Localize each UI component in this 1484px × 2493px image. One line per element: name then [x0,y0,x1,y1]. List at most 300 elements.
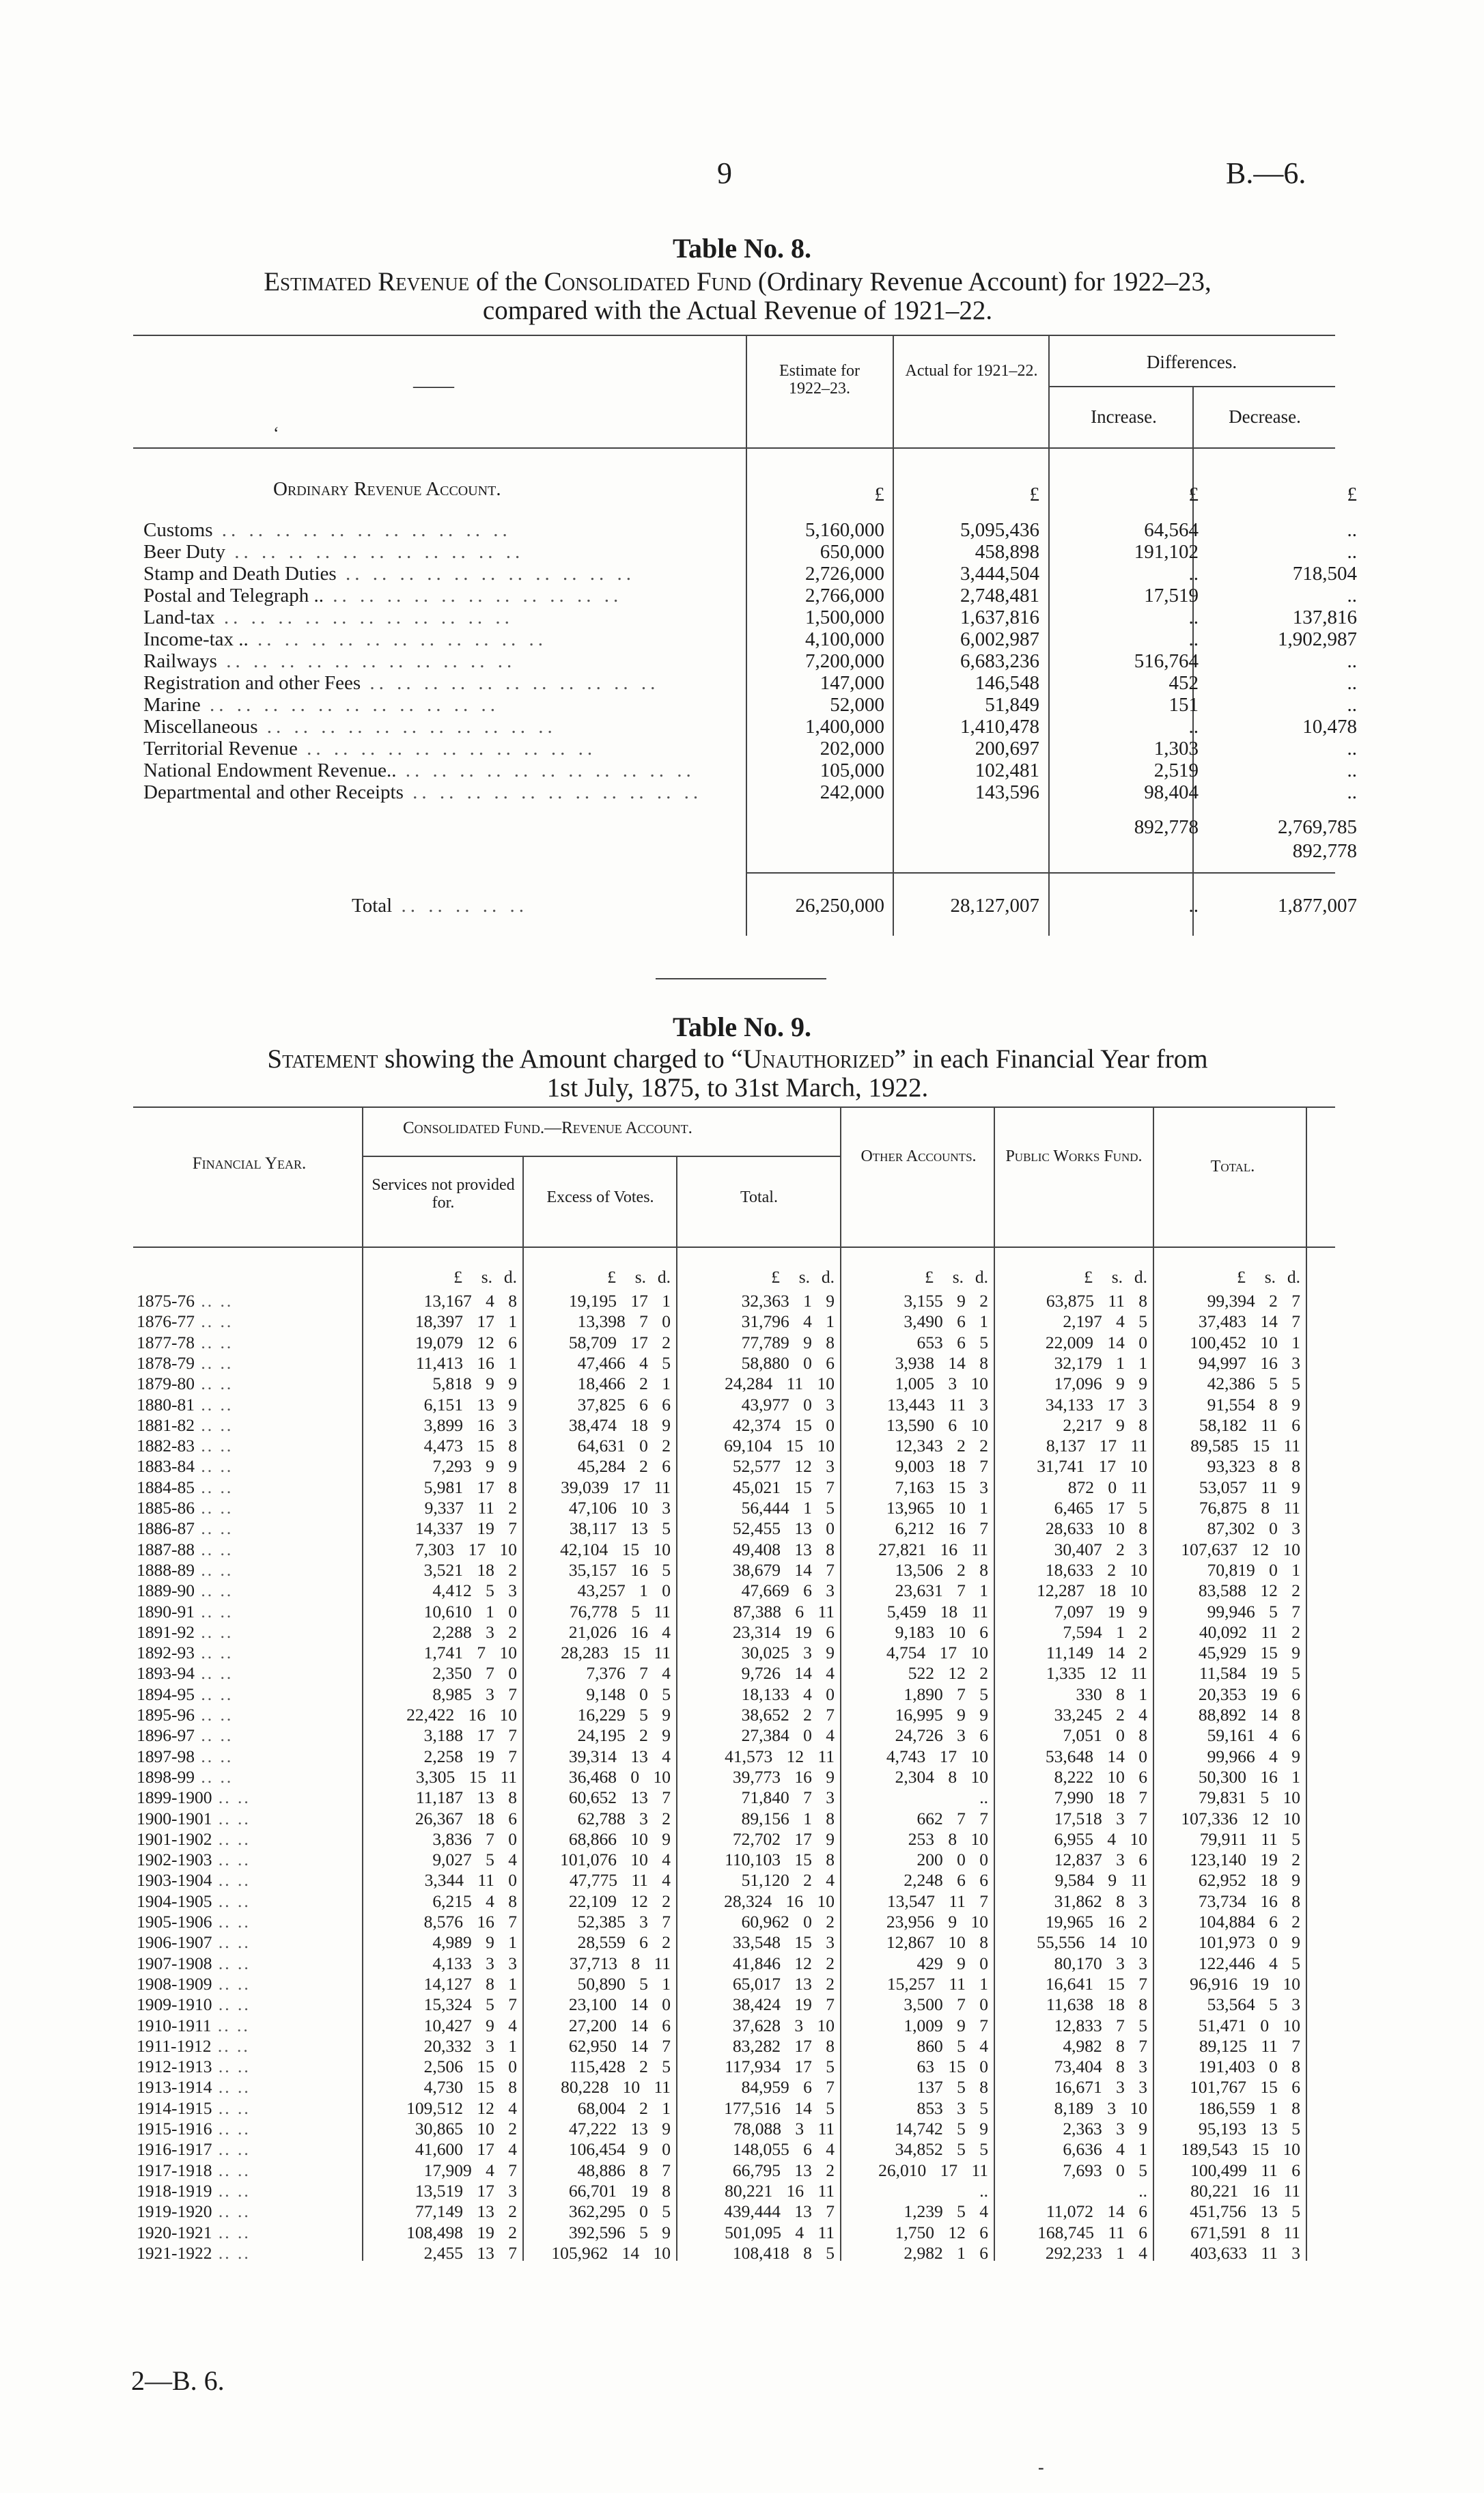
table8-head-estimate: Estimate for 1922–23. [779,362,860,398]
money-cell: 51,120 2 4 [741,1870,835,1891]
money-cell: 37,483 14 7 [1198,1311,1300,1332]
total-label: Total .. .. .. .. .. [352,895,528,917]
financial-year: 1899-1900 .. .. [137,1787,251,1808]
money-cell: 7,990 18 7 [1054,1787,1147,1808]
money-cell: 18,633 2 10 [1045,1559,1147,1580]
row-label: Stamp and Death Duties .. .. .. .. .. .. .. .. .. .. .. [143,563,635,585]
table9-row [0,1953,1484,1974]
table8-description [137,268,1339,325]
row-actual: 1,410,478 [960,716,1039,738]
unit-label: s. [634,1267,646,1287]
money-cell: 8,189 3 10 [1054,2098,1147,2118]
table9-head-pwf: Public Works Fund. [1005,1147,1143,1165]
table8-row [133,738,1357,760]
table8-head-differences: Differences. [1146,352,1237,372]
money-cell: 108,418 8 5 [732,2242,835,2263]
money-cell: 32,363 1 9 [741,1291,835,1311]
money-cell: 65,017 13 2 [732,1973,835,1994]
money-cell: 55,556 14 10 [1037,1932,1147,1953]
money-cell: 11,413 16 1 [415,1352,517,1373]
table9-head-excess: Excess of Votes. [546,1188,654,1206]
money-cell: 87,302 0 3 [1207,1518,1300,1539]
money-cell: 653 6 5 [916,1332,988,1352]
table9-row [0,1829,1484,1850]
row-actual: 458,898 [975,541,1039,563]
row-actual: 102,481 [975,760,1039,781]
money-cell: 330 8 1 [1076,1684,1147,1704]
money-cell: 68,004 2 1 [577,2098,671,2118]
money-cell: 27,821 16 11 [878,1539,988,1559]
money-cell: 7,594 1 2 [1063,1621,1147,1642]
financial-year: 1916-1917 .. .. [137,2139,251,2160]
table9-title: Table No. 9. [672,1012,811,1042]
row-decrease: .. [1347,650,1357,672]
row-estimate: 52,000 [830,694,884,716]
money-cell: 8,222 10 6 [1054,1766,1147,1787]
money-cell: 105,962 14 10 [551,2242,671,2263]
money-cell: 4,730 15 8 [423,2077,517,2098]
financial-year: 1892-93 .. .. [137,1643,234,1663]
money-cell: 9,148 0 5 [586,1684,671,1704]
money-cell: 42,104 15 10 [560,1539,671,1559]
table8-head-blank: —— [413,374,454,397]
unit-label: s. [1264,1267,1276,1287]
row-decrease: 10,478 [1302,716,1357,738]
money-cell: 392,596 5 9 [568,2222,671,2242]
money-cell: 53,564 5 3 [1207,1994,1300,2015]
table9-row [0,1353,1484,1374]
table9-row [0,1456,1484,1477]
money-cell: 10,610 1 0 [423,1601,517,1621]
money-cell: 12,343 2 2 [895,1436,988,1456]
table9-row [0,1850,1484,1870]
row-increase: .. [1188,563,1199,585]
table9-row [0,1912,1484,1932]
money-cell: 37,713 8 11 [569,1953,671,1973]
row-actual: 2,748,481 [960,585,1039,607]
money-cell: 28,633 10 8 [1045,1518,1147,1539]
money-cell: 362,295 0 5 [568,2201,671,2222]
table8-row [133,781,1357,803]
financial-year: 1917-1918 .. .. [137,2160,251,2180]
money-cell: 53,057 11 9 [1199,1477,1300,1497]
money-cell: 47,466 4 5 [577,1352,671,1373]
money-cell: 47,669 6 3 [741,1580,835,1601]
money-cell: 16,671 3 3 [1054,2077,1147,2098]
unit-label: £ [1084,1267,1093,1287]
money-cell: 18,397 17 1 [415,1311,517,1332]
money-cell: 56,444 1 5 [741,1498,835,1518]
row-actual: 6,683,236 [960,650,1039,672]
table9-row [0,2098,1484,2119]
table9-row [0,1787,1484,1808]
money-cell: 13,547 11 7 [886,1891,988,1911]
table9-row [0,1809,1484,1829]
table8-row [133,519,1357,541]
money-cell: 137 5 8 [916,2077,988,2098]
row-decrease: .. [1347,541,1357,563]
currency-symbol: £ [1029,484,1039,505]
money-cell: .. [979,1787,988,1808]
table9-row [0,2181,1484,2201]
money-cell: 108,498 19 2 [406,2222,517,2242]
row-actual: 6,002,987 [960,628,1039,650]
money-cell: 107,336 12 10 [1181,1808,1300,1828]
row-estimate: 1,500,000 [805,607,884,628]
money-cell: 30,865 10 2 [415,2119,517,2139]
table9-row [0,2016,1484,2036]
money-cell: 6,212 16 7 [895,1518,988,1539]
total-estimate: 26,250,000 [795,895,884,917]
unit-label: d. [657,1267,671,1287]
row-estimate: 5,160,000 [805,519,884,541]
table9-row [0,2057,1484,2077]
money-cell: 77,789 9 8 [741,1332,835,1352]
financial-year: 1879-80 .. .. [137,1374,234,1394]
money-cell: 16,229 5 9 [577,1705,671,1725]
money-cell: 7,051 0 8 [1063,1725,1147,1746]
money-cell: 20,353 19 6 [1198,1684,1300,1704]
money-cell: 107,637 12 10 [1181,1539,1300,1559]
page-footer: 2—B. 6. [131,2365,225,2396]
money-cell: 13,398 7 0 [577,1311,671,1332]
row-label: Postal and Telegraph .. .. .. .. .. .. .. .. .. .. .. .. [143,585,623,607]
money-cell: 6,151 13 9 [423,1394,517,1415]
money-cell: 3,188 17 7 [423,1725,517,1746]
money-cell: 3,490 6 1 [904,1311,988,1332]
table8-row [133,563,1357,585]
table9-head-total: Total. [740,1188,778,1206]
table8-title: Table No. 8. [672,233,811,264]
money-cell: 30,025 3 9 [741,1643,835,1663]
table9-row [0,1436,1484,1456]
money-cell: 95,193 13 5 [1198,2119,1300,2139]
money-cell: 6,215 4 8 [432,1891,517,1911]
money-cell: 11,584 19 5 [1199,1663,1300,1684]
money-cell: 28,559 6 2 [577,1932,671,1953]
subtotal-increase: 892,778 [1134,816,1199,838]
money-cell: 13,519 17 3 [415,2180,517,2201]
row-label: Territorial Revenue .. .. .. .. .. .. .. .. .. .. .. [143,738,597,760]
money-cell: 47,775 11 4 [569,1870,671,1891]
table9-row [0,1974,1484,1994]
financial-year: 1908-1909 .. .. [137,1973,251,1994]
money-cell: 79,911 11 5 [1199,1828,1300,1849]
financial-year: 1914-1915 .. .. [137,2098,251,2118]
unit-label: s. [1111,1267,1123,1287]
money-cell: 8,137 17 11 [1046,1436,1147,1456]
money-cell: 2,304 8 10 [895,1766,988,1787]
unit-label: d. [1287,1267,1300,1287]
financial-year: 1883-84 .. .. [137,1456,234,1477]
money-cell: 11,149 14 2 [1046,1643,1147,1663]
financial-year: 1888-89 .. .. [137,1559,234,1580]
money-cell: 860 5 4 [916,2035,988,2056]
money-cell: 9,584 9 11 [1054,1870,1147,1891]
table9-head-other: Other Accounts. [860,1147,977,1165]
money-cell: 1,890 7 5 [904,1684,988,1704]
currency-symbol: £ [1188,484,1199,505]
table9-row [0,1374,1484,1394]
table9-row [0,1891,1484,1912]
money-cell: 80,170 3 3 [1054,1953,1147,1973]
money-cell: 39,314 13 4 [568,1746,671,1766]
money-cell: 84,959 6 7 [741,2077,835,2098]
table9-group-rule [362,1156,840,1157]
money-cell: 110,103 15 8 [725,1850,835,1870]
table9-row [0,1311,1484,1332]
row-decrease: .. [1347,760,1357,781]
money-cell: 51,471 0 10 [1198,2015,1300,2035]
row-label: Departmental and other Receipts .. .. .. .. .. .. .. .. .. .. .. [143,781,703,803]
total-actual: 28,127,007 [950,895,1039,917]
total-decrease: 1,877,007 [1278,895,1357,917]
table8-row [133,760,1357,781]
financial-year: 1900-1901 .. .. [137,1808,251,1828]
money-cell: 89,585 15 11 [1190,1436,1300,1456]
money-cell: 23,956 9 10 [886,1912,988,1932]
table8-desc-line2: compared with the Actual Revenue of 1921–22. [482,296,993,325]
money-cell: 3,155 9 2 [904,1291,988,1311]
money-cell: 109,512 12 4 [406,2098,517,2118]
financial-year: 1878-79 .. .. [137,1352,234,1373]
table8-currency-row [133,484,1357,505]
financial-year: 1905-1906 .. .. [137,1912,251,1932]
financial-year: 1896-97 .. .. [137,1725,234,1746]
financial-year: 1887-88 .. .. [137,1539,234,1559]
table9-desc-line2: 1st July, 1875, to 31st March, 1922. [546,1073,929,1102]
unit-label: £ [1237,1267,1246,1287]
row-label: Railways .. .. .. .. .. .. .. .. .. .. .. [143,650,516,672]
table8-desc-sc: Estimated Revenue [264,267,470,296]
money-cell: 24,726 3 6 [895,1725,988,1746]
row-increase: 151 [1168,694,1199,716]
financial-year: 1890-91 .. .. [137,1601,234,1621]
financial-year: 1876-77 .. .. [137,1311,234,1332]
money-cell: 38,679 14 7 [732,1559,835,1580]
money-cell: 3,938 14 8 [895,1352,988,1373]
row-label: Income-tax .. .. .. .. .. .. .. .. .. .. .. .. [143,628,548,650]
table8-total-row [133,895,1357,917]
financial-year: 1907-1908 .. .. [137,1953,251,1973]
money-cell: 403,633 11 3 [1190,2242,1300,2263]
money-cell: 80,221 16 11 [1190,2180,1300,2201]
money-cell: 89,156 1 8 [741,1808,835,1828]
money-cell: 100,499 11 6 [1190,2160,1300,2180]
subtotal-decrease-offset: 892,778 [1292,840,1357,862]
money-cell: 17,909 4 7 [423,2160,517,2180]
money-cell: 37,825 6 6 [577,1394,671,1415]
money-cell: 4,982 8 7 [1063,2035,1147,2056]
money-cell: 31,796 4 1 [741,1311,835,1332]
table9-desc-mid: showing the Amount charged to “ [378,1044,743,1074]
money-cell: 439,444 13 7 [724,2201,835,2222]
table9-row [0,1725,1484,1746]
table9-head-year: Financial Year. [192,1154,307,1173]
money-cell: 31,862 8 3 [1054,1891,1147,1911]
money-cell: 4,133 3 3 [432,1953,517,1973]
row-label: Marine .. .. .. .. .. .. .. .. .. .. .. [143,694,499,716]
row-label: Miscellaneous .. .. .. .. .. .. .. .. .. .. .. [143,716,557,738]
table9-row [0,1333,1484,1353]
money-cell: 19,079 12 6 [415,1332,517,1352]
table9-row [0,2139,1484,2160]
row-increase: .. [1188,716,1199,738]
subtotal-decrease: 2,769,785 [1278,816,1357,838]
money-cell: 4,412 5 3 [432,1580,517,1601]
money-cell: 200 0 0 [916,1850,988,1870]
row-actual: 146,548 [975,672,1039,694]
money-cell: 23,631 7 1 [895,1580,988,1601]
money-cell: 79,831 5 10 [1198,1787,1300,1808]
money-cell: 87,388 6 11 [733,1601,835,1621]
financial-year: 1894-95 .. .. [137,1684,234,1704]
money-cell: 73,734 16 8 [1198,1891,1300,1911]
unit-label: s. [481,1267,492,1287]
row-decrease: .. [1347,519,1357,541]
table9-row [0,1560,1484,1580]
row-estimate: 105,000 [820,760,884,781]
money-cell: 39,039 17 11 [561,1477,671,1497]
money-cell: 13,167 4 8 [423,1291,517,1311]
money-cell: 5,981 17 8 [423,1477,517,1497]
money-cell: 18,133 4 0 [741,1684,835,1704]
table8-section-header: Ordinary Revenue Account. [273,478,501,500]
row-decrease: .. [1347,672,1357,694]
table8-row [133,628,1357,650]
row-actual: 200,697 [975,738,1039,760]
money-cell: 122,446 4 5 [1198,1953,1300,1973]
row-label: Registration and other Fees .. .. .. .. .. .. .. .. .. .. .. [143,672,660,694]
row-actual: 5,095,436 [960,519,1039,541]
financial-year: 1882-83 .. .. [137,1436,234,1456]
money-cell: 2,288 3 2 [432,1621,517,1642]
money-cell: 99,946 5 7 [1207,1601,1300,1621]
financial-year: 1915-1916 .. .. [137,2119,251,2139]
unit-label: £ [607,1267,616,1287]
money-cell: 2,217 9 8 [1063,1415,1147,1435]
money-cell: 26,367 18 6 [415,1808,517,1828]
money-cell: 3,305 15 11 [415,1766,517,1787]
table9-row [0,2223,1484,2243]
row-increase: 516,764 [1134,650,1199,672]
money-cell: 40,092 11 2 [1199,1621,1300,1642]
money-cell: 83,588 12 2 [1198,1580,1300,1601]
money-cell: 2,455 13 7 [423,2242,517,2263]
money-cell: 52,455 13 0 [732,1518,835,1539]
money-cell: 6,636 4 1 [1063,2139,1147,2160]
money-cell: 34,852 5 5 [895,2139,988,2160]
money-cell: 24,195 2 9 [577,1725,671,1746]
table9-row [0,1870,1484,1891]
money-cell: 522 12 2 [908,1663,988,1684]
table9-row [0,1684,1484,1705]
financial-year: 1904-1905 .. .. [137,1891,251,1911]
table8-row [133,716,1357,738]
money-cell: 4,754 17 10 [886,1643,988,1663]
money-cell: 429 9 0 [916,1953,988,1973]
row-decrease: 1,902,987 [1278,628,1357,650]
financial-year: 1901-1902 .. .. [137,1828,251,1849]
money-cell: 73,404 8 3 [1054,2057,1147,2077]
money-cell: 1,005 3 10 [895,1374,988,1394]
money-cell: 33,245 2 4 [1054,1705,1147,1725]
money-cell: 80,228 10 11 [561,2077,671,2098]
money-cell: 64,631 0 2 [577,1436,671,1456]
money-cell: 38,474 18 9 [568,1415,671,1435]
money-cell: 115,428 2 5 [569,2057,671,2077]
money-cell: 71,840 7 3 [741,1787,835,1808]
table9-description [137,1045,1339,1102]
row-decrease: 718,504 [1292,563,1357,585]
money-cell: 50,300 16 1 [1198,1766,1300,1787]
row-estimate: 147,000 [820,672,884,694]
money-cell: 451,756 13 5 [1190,2201,1300,2222]
money-cell: 94,997 16 3 [1198,1352,1300,1373]
unit-label: £ [925,1267,934,1287]
table9-row [0,1746,1484,1767]
money-cell: 22,109 12 2 [568,1891,671,1911]
money-cell: 42,386 5 5 [1207,1374,1300,1394]
financial-year: 1912-1913 .. .. [137,2057,251,2077]
money-cell: 12,287 18 10 [1037,1580,1147,1601]
money-cell: 4,743 17 10 [886,1746,988,1766]
money-cell: 1,239 5 4 [904,2201,988,2222]
table9-row [0,1643,1484,1663]
money-cell: 72,702 17 9 [732,1828,835,1849]
table9-row [0,1580,1484,1601]
money-cell: 76,875 8 11 [1199,1498,1300,1518]
row-label: National Endowment Revenue.. .. .. .. .. .. .. .. .. .. .. .. [143,760,695,781]
money-cell: 168,745 11 6 [1037,2222,1147,2242]
money-cell: 1,741 7 10 [423,1643,517,1663]
table9-row [0,1518,1484,1539]
financial-year: 1895-96 .. .. [137,1705,234,1725]
money-cell: 100,452 10 1 [1190,1332,1300,1352]
money-cell: 38,652 2 7 [741,1705,835,1725]
table8-row [133,672,1357,694]
money-cell: 22,422 16 10 [406,1705,517,1725]
money-cell: 3,899 16 3 [423,1415,517,1435]
money-cell: 7,376 7 4 [586,1663,671,1684]
money-cell: 12,833 7 5 [1054,2015,1147,2035]
table9-desc-sc: Statement [267,1044,378,1074]
table9-row [0,1602,1484,1622]
money-cell: 6,465 17 5 [1054,1498,1147,1518]
table9-head-services: Services not provided for. [372,1176,515,1212]
table9-head-grand: Total. [1210,1158,1255,1175]
table8-desc-mid: of the [469,267,544,296]
money-cell: 63,875 11 8 [1046,1291,1147,1311]
row-increase: 98,404 [1144,781,1199,803]
financial-year: 1909-1910 .. .. [137,1994,251,2015]
money-cell: 30,407 2 3 [1054,1539,1147,1559]
money-cell: 7,163 15 3 [895,1477,988,1497]
money-cell: 42,374 15 0 [732,1415,835,1435]
money-cell: 91,554 8 9 [1207,1394,1300,1415]
money-cell: 45,284 2 6 [577,1456,671,1477]
money-cell: 17,518 3 7 [1054,1808,1147,1828]
row-decrease: .. [1347,738,1357,760]
money-cell: 23,314 19 6 [732,1621,835,1642]
row-estimate: 2,726,000 [805,563,884,585]
money-cell: 99,966 4 9 [1207,1746,1300,1766]
money-cell: 80,221 16 11 [725,2180,835,2201]
money-cell: 10,427 9 4 [423,2015,517,2035]
table8-row [133,585,1357,607]
table9-row [0,1705,1484,1725]
money-cell: 501,095 4 11 [725,2222,835,2242]
